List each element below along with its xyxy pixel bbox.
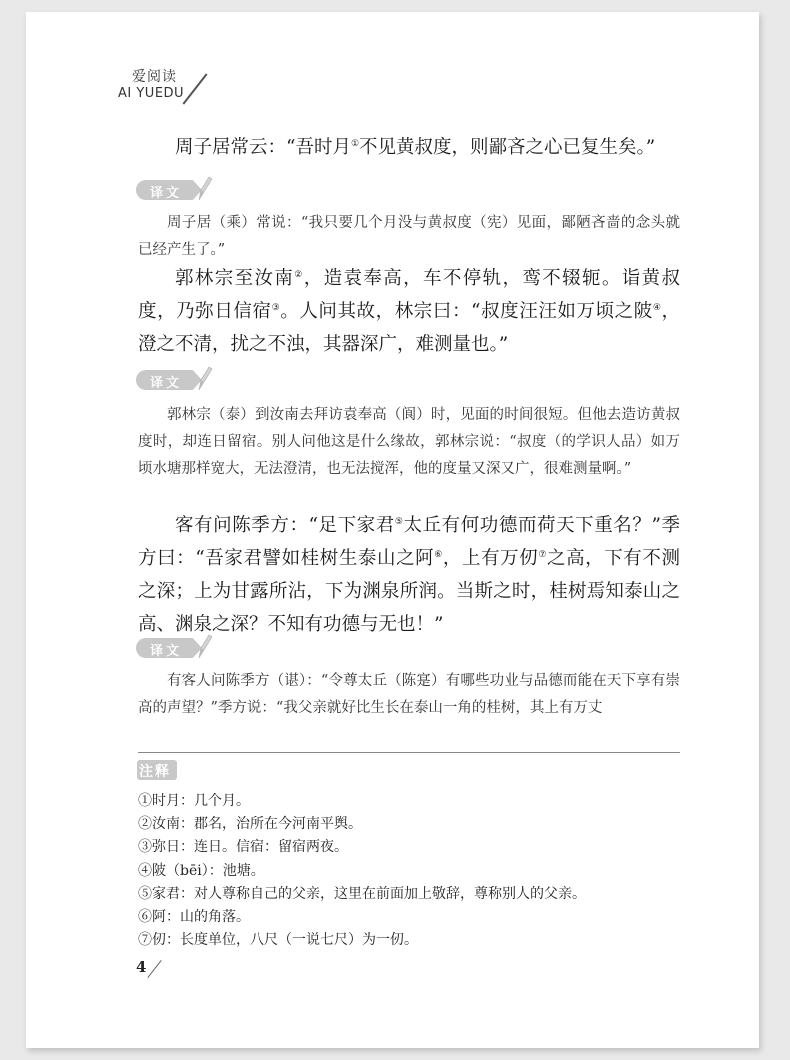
note-item: ④陂（bēi）：池塘。 [138,862,265,879]
pen-icon [196,174,214,202]
original-text-3: 客有问陈季方：“足下家君⑤太丘有何功德而荷天下重名？”季方曰：“吾家君譬如桂树生泰山之阿⑥，上有万仞⑦之高，下有不测之深；上为甘露所沾，下为渊泉所润。当斯之时，桂树焉知泰山之高、渊泉之深？不知有功德与无也！” [138,515,680,635]
note-item: ①时月：几个月。 [138,793,250,809]
series-title-en: AI YUEDU [118,86,185,101]
pen-icon [196,632,214,660]
footnote-ref: ① [350,138,360,149]
notes-divider [138,752,680,753]
original-text-1: 周子居常云：“吾时月①不见黄叔度，则鄙吝之心已复生矣。” [175,137,656,158]
note-item: ②汝南：郡名，治所在今河南平舆。 [138,816,362,833]
translation-text-2: 郭林宗（泰）到汝南去拜访袁奉高（阆）时，见面的时间很短。但他去造访黄叔度时，却连日留宿。别人问他这是什么缘故，郭林宗说：“叔度（的学识人品）如万顷水塘那样宽大，无法澄清，也无法搅浑，他的度量又深又广，很难测量啊。” [138,407,680,477]
running-header [118,66,238,110]
series-title-cn: 爱阅读 [132,69,177,85]
note-item: ⑦仞：长度单位，八尺（一说七尺）为一仞。 [138,932,418,949]
note-item: ⑤家君：对人尊称自己的父亲，这里在前面加上敬辞，尊称别人的父亲。 [138,885,586,902]
original-text-2: 郭林宗至汝南②，造袁奉高，车不停轨，鸾不辍轭。诣黄叔度，乃弥日信宿③。人问其故，林宗曰：“叔度汪汪如万顷之陂④，澄之不清，扰之不浊，其器深广，难测量也。” [138,268,680,355]
translation-badge: 译文 [136,632,220,662]
translation-text-3: 有客人问陈季方（谌）：“令尊太丘（陈寔）有哪些功业与品德而能在天下享有崇高的声望？”季方说：“我父亲就好比生长在泰山一角的桂树，其上有万丈 [138,673,680,716]
pen-icon [196,364,214,392]
translation-text-1: 周子居（乘）常说：“我只要几个月没与黄叔度（宪）见面，鄙陋吝啬的念头就已经产生了。” [138,215,680,258]
page-number: 4 [136,958,147,976]
note-item: ⑥阿：山的角落。 [138,909,250,926]
header-slash-decoration [183,73,208,104]
translation-badge: 译文 [136,364,220,394]
translation-badge: 译文 [136,174,220,204]
note-item: ③弥日：连日。信宿：留宿两夜。 [138,839,348,856]
notes-list [138,790,680,952]
notes-badge: 注释 [137,760,177,780]
